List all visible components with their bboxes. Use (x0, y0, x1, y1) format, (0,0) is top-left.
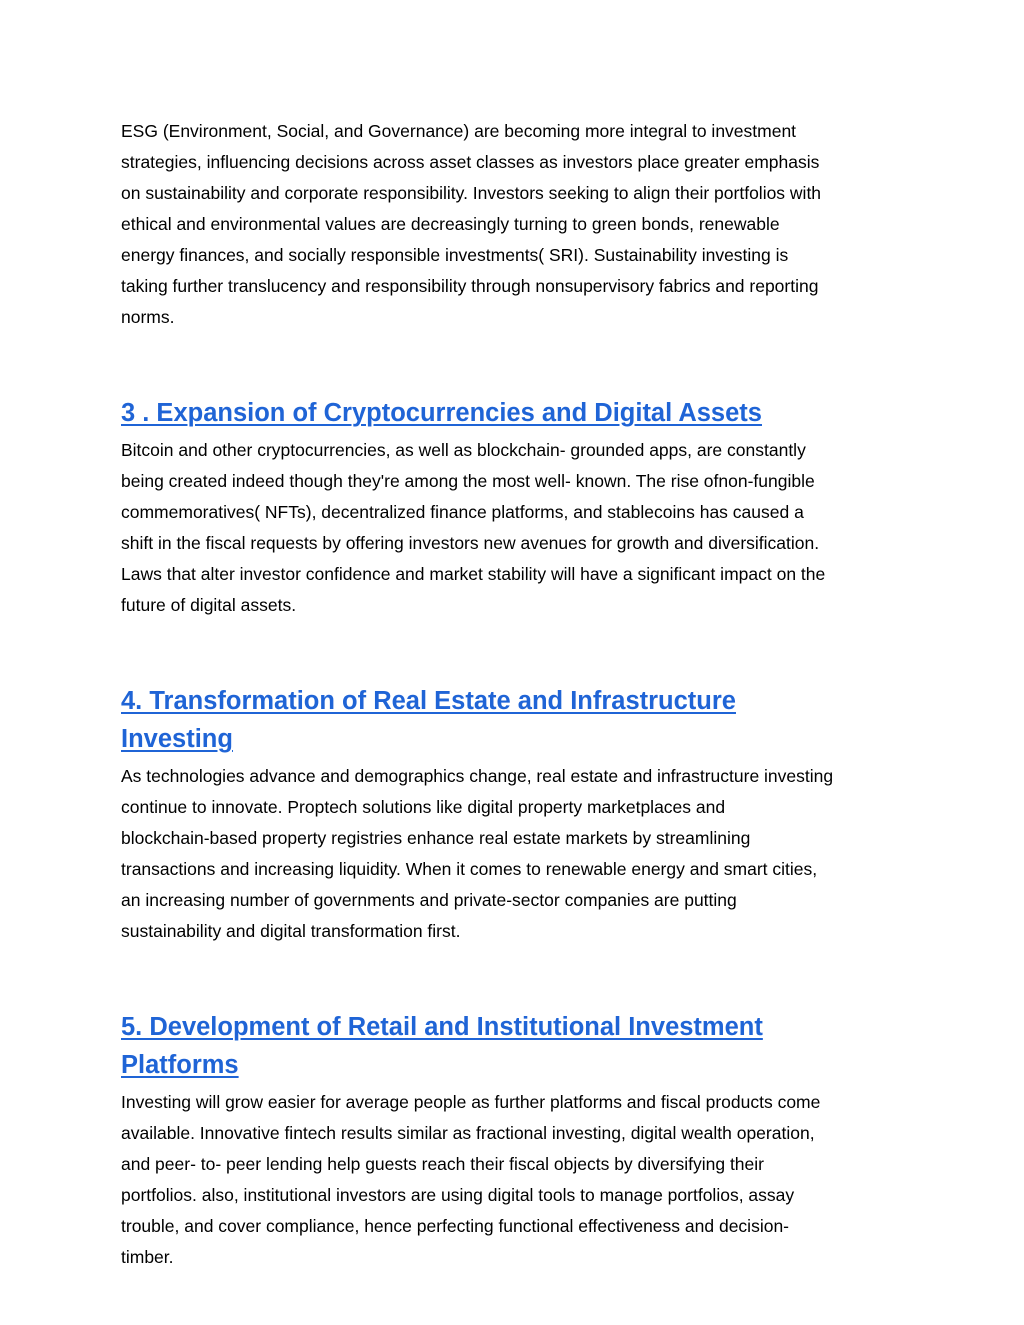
section-5-heading-link[interactable]: 5. Development of Retail and Institutional Investment Platforms (121, 1013, 763, 1079)
intro-paragraph: ESG (Environment, Social, and Governance) are becoming more integral to investment strategies, influencing decisions across asset classes as investors place greater emphasis on sustainability and corporate responsibility. Investors seeking to align their portfolios with ethical and environmental values are decreasingly turning to green bonds, renewable energy finances, and socially responsible investments( SRI). Sustainability investing is taking further translucency and responsibility through nonsupervisory fabrics and reporting norms. (121, 121, 822, 327)
section-4-heading[interactable] (121, 644, 911, 758)
section-5-heading[interactable] (121, 970, 911, 1084)
document-page (121, 116, 911, 1273)
section-3-heading[interactable] (121, 356, 911, 432)
section-3-heading-link[interactable]: 3 . Expansion of Cryptocurrencies and Digital Assets (121, 399, 762, 427)
section-5-paragraph: Investing will grow easier for average people as further platforms and fiscal products come available. Innovative fintech results similar as fractional investing, digital wealth operation, and peer- to- peer lending help guests reach their fiscal objects by diversifying their portfolios. also, institutional investors are using digital tools to manage portfolios, assay trouble, and cover compliance, hence perfecting functional effectiveness and decision- timber. (121, 1092, 821, 1267)
section-4-paragraph: As technologies advance and demographics change, real estate and infrastructure investing continue to innovate. Proptech solutions like digital property marketplaces and blockchain-based property registries enhance real estate markets by streamlining transactions and increasing liquidity. When it comes to renewable energy and smart cities, an increasing number of governments and private-sector companies are putting sustainability and digital transformation first. (121, 766, 834, 941)
section-3-paragraph: Bitcoin and other cryptocurrencies, as well as blockchain- grounded apps, are constantly being created indeed though they're among the most well- known. The rise ofnon-fungible commemoratives( NFTs), decentralized finance platforms, and stablecoins has caused a shift in the fiscal requests by offering investors new avenues for growth and diversification. Laws that alter investor confidence and market stability will have a significant impact on the future of digital assets. (121, 440, 826, 615)
section-4-heading-link[interactable]: 4. Transformation of Real Estate and Infrastructure Investing (121, 687, 736, 753)
